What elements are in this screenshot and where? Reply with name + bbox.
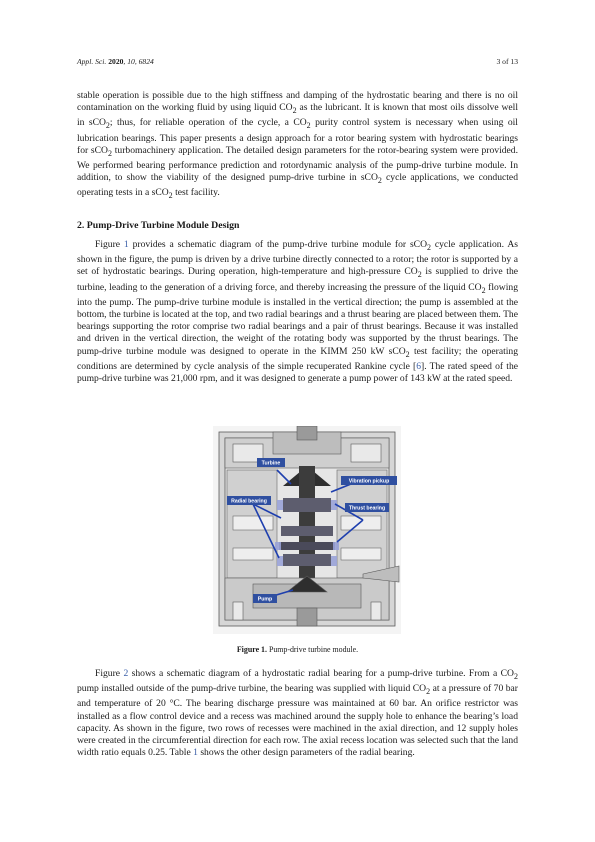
final-paragraph: Figure 2 shows a schematic diagram of a hydrostatic radial bearing for a pump-drive turbine. From a $CO_2$ pump installed outside of the pump-drive turbine, the bearing was supplied with liquid $CO_2$ at a pressure of 70 bar and temperature of 20 °C. The bearing discharge pressure was maintained at 60 bar. An orifice restrictor was installed as a flow control device and a recess was machined around the supply hole to enhance the bearing’s load capacity. As shown in the figure, two rows of recesses were machined in the axial direction, and 12 supply holes were created in the circumferential direction for each row. The axial recess location was selected such that the land width ratio equals 0.25. Table 1 shows the other design parameters of the radial bearing. <box>77 668 519 759</box>
label-radial-bearing <box>227 496 271 505</box>
article-number: 6824 <box>138 57 154 66</box>
label-pump <box>253 594 277 603</box>
intro-paragraph: stable operation is possible due to the high stiffness and damping of the hydrostatic bearing and there is no oil contamination on the working fluid by using liquid $CO_2$ as the lubricant. It is known that most oils dissolve well in sCO$_2$; thus, for reliable operation of the cycle, a $CO_2$ purity control system is necessary when using oil lubrication bearings. This paper presents a design approach for a rotor bearing system with hydrostatic bearings for sCO$_2$ turbomachinery application. The detailed design parameters for the rotor-bearing system were provided. We performed bearing performance prediction and rotordynamic analysis of the pump-drive turbine module. In addition, to show the viability of the designed pump-drive turbine in sCO$_2$ cycle applications, we conducted operating tests in a sCO$_2$ test facility. <box>77 90 519 201</box>
label-vibration-pickup <box>341 476 397 485</box>
journal-volume: 10 <box>127 57 135 66</box>
svg-text:Thrust bearing: Thrust bearing <box>348 505 386 512</box>
figure-2-ref-link[interactable]: 2 <box>123 668 129 679</box>
label-turbine <box>257 458 285 467</box>
section-paragraph: Figure 1 provides a schematic diagram of the pump-drive turbine module for sCO$_2$ cycle application. As shown in the figure, the pump is driven by a drive turbine directly connected to a rotor; the rotor is supported by a set of hydrostatic bearings. During operation, high-temperature and high-pressure $CO_2$ is supplied to drive the turbine, leading to the generation of a driving force, and thereby increasing the pressure of the liquid $CO_2$ flowing into the pump. The pump-drive turbine module is installed in the vertical direction; the pump is assembled at the bottom, the turbine is located at the top, and two radial bearings and a thrust bearing are placed between them. The bearings supporting the rotor comprise two radial bearings and a pair of thrust bearings. Because it was installed and driven in the vertical direction, the weight of the rotating body was supported by the thrust bearings. The pump-drive turbine module was designed to operate in the KIMM 250 kW sCO$_2$ test facility; the operating conditions are determined by cycle analysis of the simple recuperated Rankine cycle [6]. The rated speed of the pump-drive turbine was 21,000 rpm, and it was designed to generate a pump power of 143 kW at the rated speed. <box>77 239 519 385</box>
journal-year: 2020 <box>108 57 124 66</box>
caption-text: Pump-drive turbine module. <box>266 645 359 654</box>
svg-text:Turbine: Turbine <box>261 460 281 467</box>
journal-name: Appl. Sci. <box>77 57 107 66</box>
running-header: Appl. Sci. 2020, 10, 6824 3 of 13 <box>77 57 518 66</box>
citation-link[interactable]: 6 <box>416 360 422 372</box>
pump-drive-turbine-figure <box>213 426 401 634</box>
section-heading: 2. Pump-Drive Turbine Module Design <box>77 220 240 231</box>
caption-label: Figure 1. <box>236 645 267 654</box>
figure-caption <box>0 645 595 654</box>
svg-text:Radial bearing: Radial bearing <box>231 498 267 505</box>
label-thrust-bearing <box>345 503 389 512</box>
table-ref-link[interactable]: 1 <box>193 747 198 759</box>
svg-text:Vibration pickup: Vibration pickup <box>348 478 390 485</box>
svg-text:Pump: Pump <box>257 596 273 603</box>
page-number: 3 of 13 <box>496 57 518 66</box>
figure-ref-link[interactable]: 1 <box>123 239 129 250</box>
